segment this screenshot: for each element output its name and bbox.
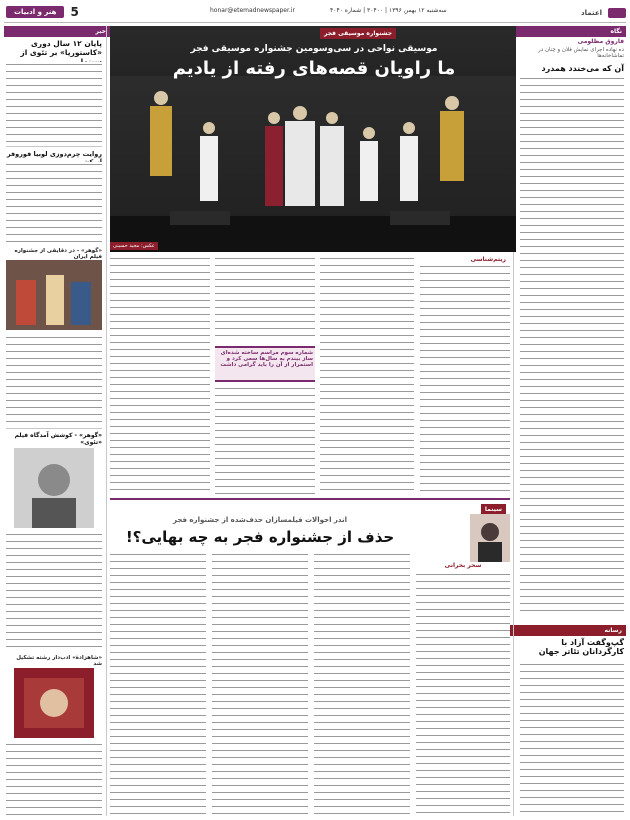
left-photo-2 <box>14 448 94 528</box>
left-column-rule <box>106 26 107 816</box>
lower-col-4 <box>110 552 206 816</box>
book-cover-icon <box>14 668 94 738</box>
lower-col-2 <box>314 552 410 816</box>
lower-col-1 <box>416 572 510 816</box>
lower-rule <box>110 498 510 500</box>
brand-name: اعتماد <box>581 9 602 17</box>
film-still-icon <box>6 260 102 330</box>
left-item4-body <box>6 532 102 652</box>
author-photo <box>470 514 510 562</box>
middle-col-2 <box>320 256 414 494</box>
top-bar <box>4 4 626 23</box>
lower-author: سحر بحرانی <box>444 562 482 569</box>
lead-headline: ما راویان قصه‌های رفته از یادیم <box>172 58 456 79</box>
photo-caption: عکس: مجید حسینی <box>110 242 158 250</box>
lower-col-3 <box>212 552 308 816</box>
right-col-body <box>520 76 624 616</box>
middle-col-1 <box>420 264 510 494</box>
right-col-author: فاروق مظلومی <box>577 38 624 45</box>
lower-headline: حذف از جشنواره فجر به چه بهایی؟! <box>125 528 395 546</box>
lower-subhead: اندر احوالات فیلمسازان حذف‌شده از جشنواره فجر <box>172 516 347 524</box>
left-col-tag: خبر <box>4 26 110 37</box>
lower-kicker: سینما <box>481 504 506 515</box>
section-header <box>6 5 79 19</box>
section-label: هنر و ادبیات <box>6 6 64 18</box>
lead-subhead: موسیقی نواحی در سی‌وسومین جشنواره موسیقی فجر <box>190 44 438 54</box>
left-item2-headline: روایت چرم‌دوزی لوبیا فوروفر <box>6 150 102 158</box>
left-item5-headline: «شاهزادهٔ» ادب‌دار رشته تشکیل شد <box>16 655 102 667</box>
left-item1-headline: پایان ۱۲ سال دوری «کاستوریا» بر تئوی از <box>20 39 102 57</box>
right-col-bottom-headline: گپ‌وگفت آزاد با کارگردانان تئاتر جهان <box>538 638 624 656</box>
left-item3-body <box>6 335 102 425</box>
right-col-tag: نگاه <box>510 26 626 37</box>
middle-column-label: ریتم‌شناسی <box>470 256 506 263</box>
masthead-brand <box>581 8 626 18</box>
brand-logo-icon <box>608 8 626 18</box>
dateline: سه‌شنبه ۱۲ بهمن ۱۳۹۶ | ۳۰۴۰۰ | شماره ۴۰۴۰ <box>330 7 447 14</box>
left-item2-body <box>6 162 102 244</box>
right-col-bottom-body <box>520 662 624 814</box>
middle-col-3b <box>215 386 315 494</box>
middle-col-3 <box>215 256 315 342</box>
portrait-icon <box>14 448 94 528</box>
left-photo-1 <box>6 260 102 330</box>
right-col-bottom-tag: رسانه <box>510 625 626 636</box>
left-item3-headline: «گوهر» - کوشش آمدگاه فیلم «تئوی» <box>14 432 102 446</box>
right-col-kicker: ده نهاده اجرای نمایش فلان و چنان در تماشاخانه‌ها <box>538 47 624 59</box>
left-item1-body <box>6 62 102 142</box>
left-divider-1 <box>6 146 102 147</box>
lead-kicker-box <box>320 28 514 39</box>
page-number: 5 <box>70 5 79 19</box>
middle-col-4 <box>110 256 210 494</box>
right-col-headline: آن که می‌خندد همدرد <box>541 64 624 73</box>
left-item5-body <box>6 742 102 816</box>
section-email[interactable]: honar@etemadnewspaper.ir <box>210 7 295 14</box>
lead-kicker: جشنواره موسیقی فجر <box>320 28 396 39</box>
left-photo-3 <box>14 668 94 738</box>
pull-quote: شماره سوم مراسم ساخته شده‌ای ساز بیندم به سال‌ها سعی کرد و استمرار از آن را باید گرامی داشت <box>215 346 315 382</box>
left-item2-sub: «گوهر» - در دقایقی از جشنواره فیلم ایران <box>14 248 102 260</box>
left-divider-2 <box>6 428 102 429</box>
author-portrait-icon <box>470 514 510 562</box>
